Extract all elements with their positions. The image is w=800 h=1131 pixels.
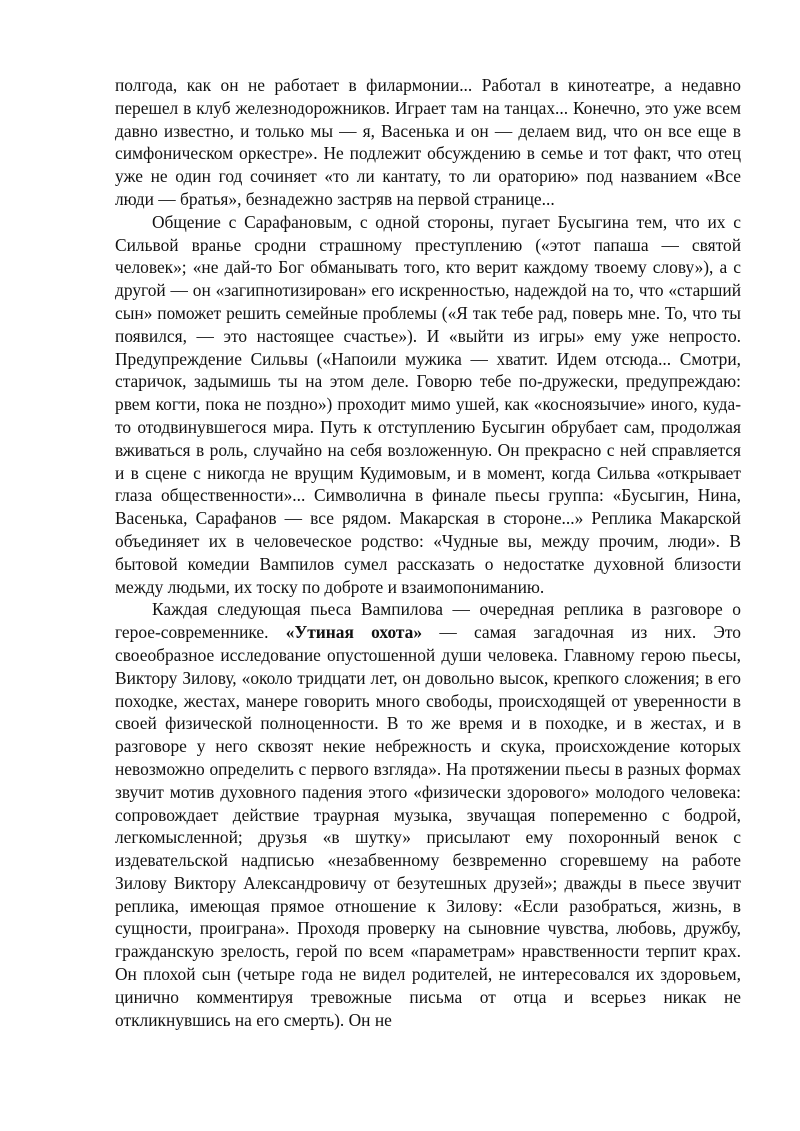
paragraph-duck-hunt xyxy=(115,598,741,1031)
play-title-duck-hunt: «Утиная охота» xyxy=(285,622,423,643)
paragraph-sarafanov-busygin: Общение с Сарафановым, с одной стороны, пугает Бусыгина тем, что их с Сильвой вранье сродни страшному преступлению («этот папаша — святой человек»; «не дай-то Бог обманывать того, кто верит каждому твоему слову»), а с другой — он «загипнотизирован» его искренностью, надеждой на то, что «старший сын» поможет решить семейные проблемы («Я так тебе рад, поверь мне. То, что ты появился, — это настоящее счастье»). И «выйти из игры» ему уже непросто. Предупреждение Сильвы («Напоили мужика — хватит. Идем отсюда... Смотри, старичок, задымишь ты на этом деле. Говорю тебе по-дружески, предупреждаю: рвем когти, пока не поздно») проходит мимо ушей, как «косноязычие» иного, куда-то отодвинувшегося мира. Путь к отступлению Бусыгин обрубает сам, продолжая вживаться в роль, случайно на себя возложенную. Он прекрасно с ней справляется и в сцене с никогда не врущим Кудимовым, и в момент, когда Сильва «открывает глаза общественности»... Символична в финале пьесы группа: «Бусыгин, Нина, Васенька, Сарафанов — все рядом. Макарская в стороне...» Реплика Макарской объединяет их в человеческое родство: «Чудные вы, между прочим, люди». В бытовой комедии Вампилов сумел рассказать о недостатке духовной близости между людьми, их тоску по доброте и взаимопониманию. xyxy=(115,211,741,597)
paragraph-duck-hunt-body: — самая загадочная из них. Это своеобразное исследование опустошенной души человека. Главному герою пьесы, Виктору Зилову, «около тридцати лет, он довольно высок, крепкого сложения; в его походке, жестах, манере говорить много свободы, происходящей от уверенности в своей физической полноценности. В то же время и в походке, и в жестах, и в разговоре у него сквозят некие небрежность и скука, происхождение которых невозможно определить с первого взгляда». На протяжении пьесы в разных формах звучит мотив духовного падения этого «физически здорового» молодого человека: сопровождает действие траурная музыка, звучащая попеременно с бодрой, легкомысленной; друзья «в шутку» присылают ему похоронный венок с издевательской надписью «незабвенному безвременно сгоревшему на работе Зилову Виктору Александровичу от безутешных друзей»; дважды в пьесе звучит реплика, имеющая прямое отношение к Зилову: «Если разобраться, жизнь, в сущности, проиграна». Проходя проверку на сыновние чувства, любовь, дружбу, гражданскую зрелость, герой по всем «параметрам» нравственности терпит крах. Он плохой сын (четыре года не видел родителей, не интересовался их здоровьем, цинично комментируя тревожные письма от отца и всерьез никак не откликнувшись на его смерть). Он не xyxy=(115,622,741,1030)
paragraph-continuation: полгода, как он не работает в филармонии... Работал в кинотеатре, а недавно перешел в клуб железнодорожников. Играет там на танцах... Конечно, это уже всем давно известно, и только мы — я, Васенька и он — делаем вид, что он все еще в симфоническом оркестре». Не подлежит обсуждению в семье и тот факт, что отец уже не один год сочиняет «то ли кантату, то ли ораторию» под названием «Все люди — братья», безнадежно застряв на первой странице... xyxy=(115,75,741,209)
document-page xyxy=(115,74,741,1031)
paragraph-duck-hunt-intro: Каждая следующая пьеса Вампилова — очередная реплика в разговоре о герое-современнике. xyxy=(115,599,741,643)
